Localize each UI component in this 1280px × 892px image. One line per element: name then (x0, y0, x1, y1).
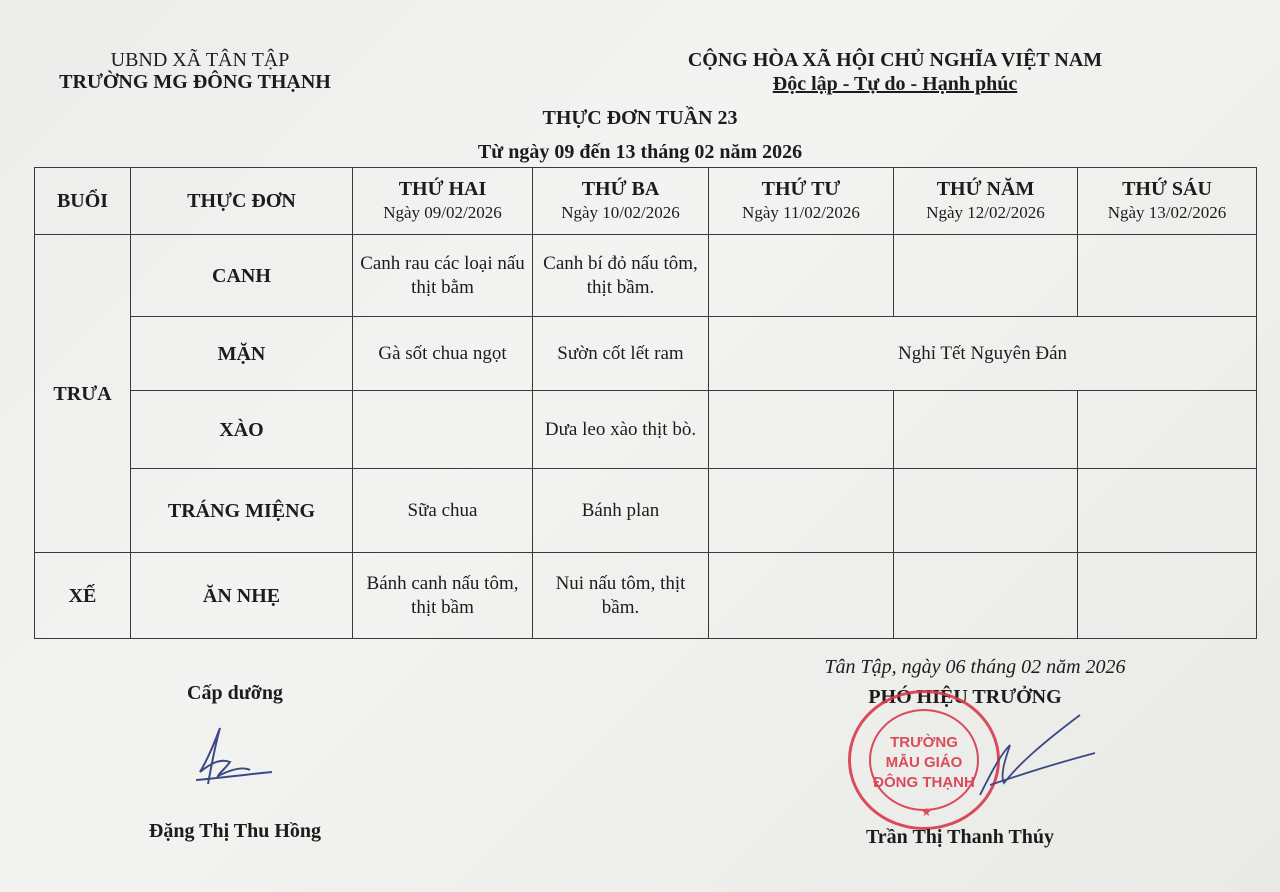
dish-snack: ĂN NHẸ (131, 553, 353, 639)
right-header-motto: Độc lập - Tự do - Hạnh phúc (772, 73, 1018, 95)
header-day-fri (1078, 168, 1257, 235)
cell-empty (894, 553, 1078, 639)
seal-line-1: TRƯỜNG (890, 734, 958, 751)
day-name: THỨ SÁU (1122, 178, 1212, 200)
place-date: Tân Tập, ngày 06 tháng 02 năm 2026 (824, 656, 1126, 678)
left-signer-title: Cấp dưỡng (187, 682, 283, 704)
day-date: Ngày 12/02/2026 (926, 203, 1045, 222)
cell-empty (1078, 391, 1257, 469)
dish-stirfry: XÀO (131, 391, 353, 469)
cell-stirfry-mon (353, 391, 533, 469)
header-session: BUỔI (35, 168, 131, 235)
holiday-notice: Nghỉ Tết Nguyên Đán (709, 317, 1257, 391)
cell-empty (709, 235, 894, 317)
cell-empty (709, 553, 894, 639)
right-signer-name: Trần Thị Thanh Thúy (865, 826, 1055, 848)
day-name: THỨ NĂM (936, 178, 1035, 200)
cell-savory-mon: Gà sốt chua ngọt (353, 317, 533, 391)
left-header-school: TRƯỜNG MG ĐÔNG THẠNH (59, 71, 331, 93)
right-signature-graphic (970, 705, 1100, 805)
day-date: Ngày 13/02/2026 (1107, 203, 1227, 222)
left-header-authority: UBND XÃ TÂN TẬP (110, 49, 290, 71)
table-row (35, 469, 1257, 553)
cell-empty (1078, 553, 1257, 639)
cell-snack-tue: Nui nấu tôm, thịt bầm. (533, 553, 709, 639)
header-day-tue (533, 168, 709, 235)
cell-dessert-tue: Bánh plan (533, 469, 709, 553)
day-name: THỨ HAI (398, 178, 487, 200)
day-name: THỨ BA (581, 178, 660, 200)
dish-dessert: TRÁNG MIỆNG (131, 469, 353, 553)
cell-empty (894, 391, 1078, 469)
cell-empty (1078, 469, 1257, 553)
table-row (35, 317, 1257, 391)
menu-table (34, 167, 1257, 639)
header-day-wed (709, 168, 894, 235)
cell-empty (894, 235, 1078, 317)
day-date: Ngày 09/02/2026 (383, 203, 502, 222)
left-signer-name: Đặng Thị Thu Hồng (148, 820, 322, 842)
cell-dessert-mon: Sữa chua (353, 469, 533, 553)
cell-stirfry-tue: Dưa leo xào thịt bò. (533, 391, 709, 469)
cell-soup-mon: Canh rau các loại nấu thịt bằm (353, 235, 533, 317)
session-afternoon: XẾ (35, 553, 131, 639)
right-header-country: CỘNG HÒA XÃ HỘI CHỦ NGHĨA VIỆT NAM (687, 49, 1103, 71)
cell-empty (1078, 235, 1257, 317)
cell-soup-tue: Canh bí đỏ nấu tôm, thịt bầm. (533, 235, 709, 317)
cell-snack-mon: Bánh canh nấu tôm, thịt bầm (353, 553, 533, 639)
seal-line-2: MẪU GIÁO (885, 754, 963, 771)
table-row (35, 553, 1257, 639)
header-day-thu (894, 168, 1078, 235)
dish-savory: MẶN (131, 317, 353, 391)
day-date: Ngày 10/02/2026 (561, 203, 680, 222)
session-lunch: TRƯA (35, 235, 131, 553)
left-signature-graphic (190, 722, 280, 792)
page-title: THỰC ĐƠN TUẦN 23 (542, 107, 738, 129)
day-date: Ngày 11/02/2026 (742, 203, 860, 222)
day-name: THỨ TƯ (761, 178, 841, 200)
page-subtitle: Từ ngày 09 đến 13 tháng 02 năm 2026 (477, 141, 803, 163)
right-signer-title: PHÓ HIỆU TRƯỞNG (868, 686, 1062, 708)
dish-soup: CANH (131, 235, 353, 317)
table-row (35, 235, 1257, 317)
cell-empty (709, 469, 894, 553)
seal-star-icon: ★ (921, 805, 932, 819)
header-menu: THỰC ĐƠN (131, 168, 353, 235)
header-day-mon (353, 168, 533, 235)
cell-empty (709, 391, 894, 469)
cell-savory-tue: Sườn cốt lết ram (533, 317, 709, 391)
table-row (35, 391, 1257, 469)
cell-empty (894, 469, 1078, 553)
table-header-row (35, 168, 1257, 235)
seal-line-3: ĐÔNG THẠNH (873, 774, 975, 791)
